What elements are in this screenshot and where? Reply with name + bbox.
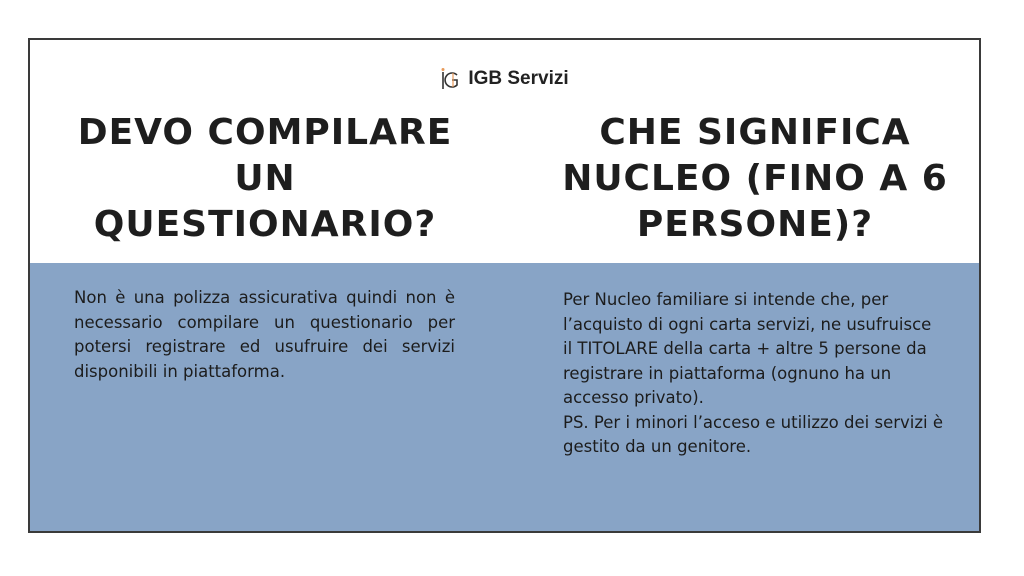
right-heading-line: CHE SIGNIFICA (599, 112, 911, 153)
left-heading-line: QUESTIONARIO? (93, 204, 437, 245)
right-body-line: gestito da un genitore. (563, 437, 752, 456)
right-body-line: Per Nucleo familiare si intende che, per (563, 290, 889, 309)
slide-frame (28, 38, 981, 533)
right-body-line: il TITOLARE della carta + altre 5 persone da (563, 339, 927, 358)
right-heading-line: NUCLEO (FINO A 6 (562, 158, 948, 199)
right-body-line: l’acquisto di ogni carta servizi, ne usufruisce (563, 314, 932, 334)
left-heading (60, 110, 470, 248)
right-body-line: PS. Per i minori l’acceso e utilizzo dei servizi è (563, 412, 943, 432)
igb-logo-icon (440, 67, 462, 91)
right-heading-line: PERSONE)? (636, 204, 874, 245)
brand-name: IGB Servizi (468, 68, 569, 89)
right-body-line: registrare in piattaforma (ognuno ha un (563, 363, 892, 383)
left-body-text: Non è una polizza assicurativa quindi non è necessario compilare un questionario per potersi registrare ed usufruire dei servizi disponibili in piattaforma. (74, 288, 455, 381)
left-heading-line: UN (234, 158, 296, 199)
brand-logo (30, 67, 979, 91)
right-body-text (563, 288, 955, 460)
right-body-line: accesso privato). (563, 388, 704, 407)
right-heading (550, 110, 960, 248)
left-heading-line: DEVO COMPILARE (77, 112, 453, 153)
